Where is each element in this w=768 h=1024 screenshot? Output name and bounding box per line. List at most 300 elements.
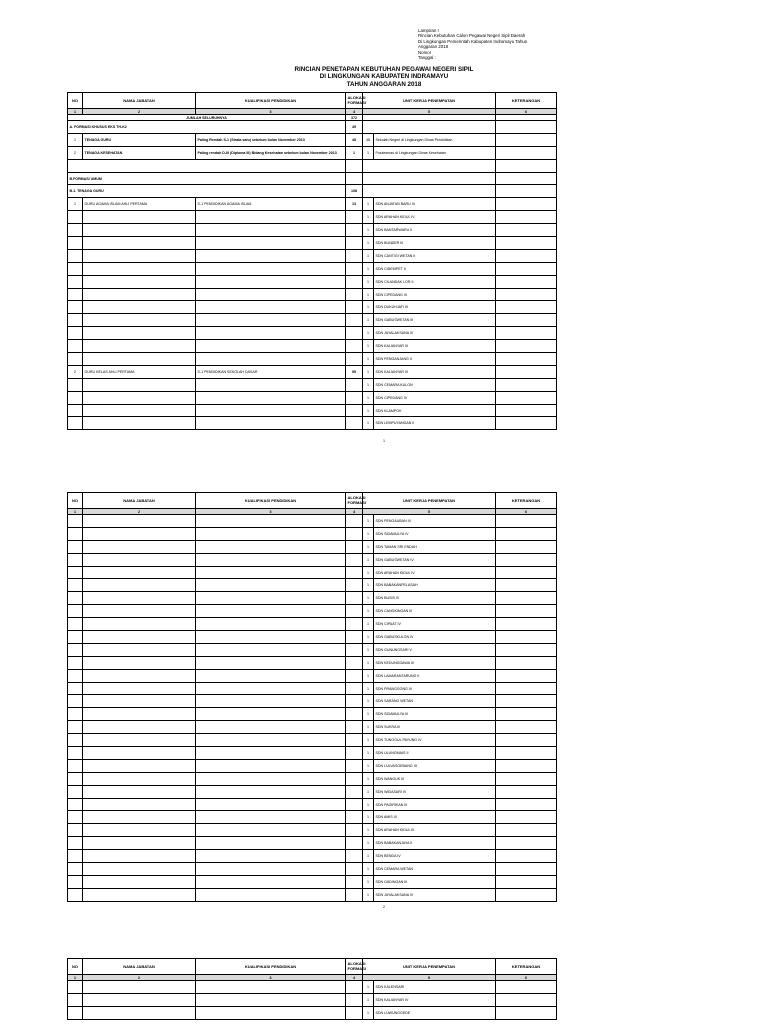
row-qty: 1 [363, 747, 374, 760]
row-unit: SDN ARAHAN KIDUL IV [374, 211, 496, 224]
row-qty: 1 [363, 515, 374, 528]
row-jabatan [83, 811, 196, 824]
table-row [68, 237, 557, 250]
row-jabatan [83, 592, 196, 605]
row-jabatan [83, 863, 196, 876]
row-kualifikasi [196, 721, 346, 734]
row-unit: SDN WANGUK III [374, 772, 496, 785]
row-no [68, 993, 83, 1006]
row-unit: SDN CANTIGI WETAN II [374, 249, 496, 262]
header-unit-kerja: UNIT KERJA PENEMPATAN [363, 93, 496, 109]
title-line-2: DI LINGKUNGAN KABUPATEN INDRAMAYU [319, 73, 449, 81]
row-alokasi [346, 314, 363, 327]
row-keterangan [496, 540, 557, 553]
col-num: 1 [68, 109, 83, 115]
table-row [68, 1006, 557, 1019]
row-unit: SDN GABUSWETAN IV [374, 553, 496, 566]
row-keterangan [496, 656, 557, 669]
row-no: 1 [68, 133, 83, 146]
row-qty: 1 [363, 592, 374, 605]
row-no: 2 [68, 146, 83, 159]
row-unit: SDN ARAHAN KIDUL III [374, 824, 496, 837]
row-no [68, 981, 83, 994]
row-jabatan [83, 275, 196, 288]
row-no [68, 288, 83, 301]
row-qty: 1 [363, 772, 374, 785]
row-jabatan [83, 888, 196, 901]
row-no [68, 747, 83, 760]
row-keterangan [496, 631, 557, 644]
table-row [68, 249, 557, 262]
row-qty: 1 [363, 811, 374, 824]
table-row [68, 875, 557, 888]
row-qty: 1 [363, 824, 374, 837]
row-kualifikasi [196, 605, 346, 618]
row-jabatan [83, 417, 196, 430]
annex-line: Di Lingkungan Pemerintah Kabupaten Indramayu Tahun [418, 38, 528, 44]
col-num: 1 [68, 509, 83, 515]
row-unit: SDN KEDUNGDAWA III [374, 656, 496, 669]
table-row [68, 224, 557, 237]
row-alokasi [346, 275, 363, 288]
section-row [68, 185, 557, 198]
header-unit-kerja: UNIT KERJA PENEMPATAN [363, 493, 496, 509]
row-alokasi [346, 669, 363, 682]
table-header-row [68, 959, 557, 975]
row-keterangan [496, 365, 557, 378]
row-alokasi [346, 515, 363, 528]
table-row [68, 798, 557, 811]
row-kualifikasi [196, 224, 346, 237]
row-unit: SDN BUNDER III [374, 237, 496, 250]
header-no: NO [68, 93, 83, 109]
table-row [68, 734, 557, 747]
row-alokasi [346, 631, 363, 644]
row-qty: 1 [363, 579, 374, 592]
row-jabatan [83, 850, 196, 863]
row-keterangan [496, 863, 557, 876]
row-jabatan [83, 605, 196, 618]
row-no [68, 695, 83, 708]
row-kualifikasi [196, 669, 346, 682]
row-unit: SDN BANTARWARU II [374, 224, 496, 237]
row-alokasi [346, 224, 363, 237]
table-row [68, 708, 557, 721]
col-num: 3 [196, 509, 346, 515]
table-row [68, 211, 557, 224]
row-alokasi [346, 708, 363, 721]
table-row [68, 327, 557, 340]
row-jabatan [83, 695, 196, 708]
row-no [68, 224, 83, 237]
row-jabatan: GURU AGAMA ISLAM AHLI PERTAMA [83, 198, 196, 211]
row-alokasi [346, 327, 363, 340]
row-kualifikasi [196, 618, 346, 631]
row-qty: 1 [363, 708, 374, 721]
row-qty: 1 [363, 566, 374, 579]
table-row [68, 365, 557, 378]
table-row [68, 837, 557, 850]
row-keterangan [496, 888, 557, 901]
row-no [68, 1006, 83, 1019]
row-keterangan [496, 262, 557, 275]
row-jabatan [83, 656, 196, 669]
header-alokasi: ALOKASI FORMASI [346, 93, 363, 109]
row-no [68, 579, 83, 592]
section-row [68, 121, 557, 134]
row-jabatan [83, 734, 196, 747]
col-num: 1 [68, 975, 83, 981]
row-keterangan [496, 224, 557, 237]
table-row [68, 404, 557, 417]
row-kualifikasi [196, 772, 346, 785]
formation-table-page-3 [67, 958, 557, 1020]
row-alokasi [346, 850, 363, 863]
row-alokasi [346, 863, 363, 876]
row-unit: SDN KALIANYAR III [374, 365, 496, 378]
row-qty: 1 [363, 734, 374, 747]
row-alokasi [346, 378, 363, 391]
row-unit: SDN KALIANYAR III [374, 340, 496, 353]
row-unit: SDN KALENSARI [374, 981, 496, 994]
row-kualifikasi [196, 785, 346, 798]
row-unit: SDN BUSIS IV [374, 592, 496, 605]
row-alokasi [346, 824, 363, 837]
row-unit: SDN CANGKINGAN III [374, 605, 496, 618]
row-no [68, 566, 83, 579]
row-keterangan [496, 527, 557, 540]
row-unit: SDN SARANG WETAN [374, 695, 496, 708]
col-num: 4 [346, 109, 363, 115]
header-nama-jabatan: NAMA JABATAN [83, 493, 196, 509]
row-no [68, 669, 83, 682]
row-keterangan [496, 605, 557, 618]
table-row [68, 579, 557, 592]
row-alokasi [346, 618, 363, 631]
row-alokasi [346, 772, 363, 785]
row-unit: SDN PRANGGONG III [374, 682, 496, 695]
row-jabatan [83, 378, 196, 391]
row-no [68, 327, 83, 340]
row-no [68, 275, 83, 288]
row-jabatan [83, 875, 196, 888]
row-qty: 1 [363, 353, 374, 366]
row-no [68, 249, 83, 262]
row-unit: SDN GUNUNGSARI V [374, 643, 496, 656]
table-row [68, 863, 557, 876]
table-header-row [68, 93, 557, 109]
row-qty: 1 [363, 224, 374, 237]
row-no [68, 888, 83, 901]
row-qty: 1 [363, 631, 374, 644]
row-kualifikasi [196, 643, 346, 656]
row-no [68, 211, 83, 224]
row-kualifikasi [196, 837, 346, 850]
row-unit: SDN ANJATAN BARU III [374, 198, 496, 211]
row-keterangan [496, 721, 557, 734]
row-kualifikasi: Paling rendah D-III (Diploma III) Bidang Kesehatan sebelum bulan November 2013 [196, 146, 346, 159]
row-no [68, 863, 83, 876]
row-jabatan [83, 618, 196, 631]
document-title [150, 66, 618, 88]
row-keterangan [496, 837, 557, 850]
row-alokasi: 95 [346, 365, 363, 378]
row-qty: 1 [363, 798, 374, 811]
row-alokasi [346, 993, 363, 1006]
row-kualifikasi [196, 527, 346, 540]
row-jabatan [83, 566, 196, 579]
row-keterangan [496, 1006, 557, 1019]
row-kualifikasi [196, 863, 346, 876]
row-no [68, 515, 83, 528]
row-kualifikasi [196, 631, 346, 644]
total-value: 372 [346, 115, 363, 121]
row-unit: SDN LAMARANTARUNG II [374, 669, 496, 682]
row-qty: 1 [363, 605, 374, 618]
table-row [68, 772, 557, 785]
row-jabatan [83, 669, 196, 682]
row-alokasi [346, 643, 363, 656]
row-unit: SDN KALIANYAR IV [374, 993, 496, 1006]
row-qty: 1 [363, 850, 374, 863]
col-num: 2 [83, 509, 196, 515]
row-qty: 1 [363, 404, 374, 417]
row-jabatan [83, 824, 196, 837]
row-alokasi [346, 417, 363, 430]
row-no [68, 540, 83, 553]
table-row [68, 417, 557, 430]
row-qty: 1 [363, 146, 374, 159]
formation-table-page-2 [67, 492, 557, 902]
row-unit: SDN CILANDAK LOR II [374, 275, 496, 288]
row-keterangan [496, 643, 557, 656]
row-qty: 1 [363, 378, 374, 391]
row-no [68, 301, 83, 314]
row-no [68, 340, 83, 353]
row-keterangan [496, 553, 557, 566]
row-no [68, 553, 83, 566]
row-jabatan: GURU KELAS AHLI PERTAMA [83, 365, 196, 378]
row-no [68, 404, 83, 417]
row-kualifikasi [196, 237, 346, 250]
row-keterangan [496, 275, 557, 288]
row-no [68, 682, 83, 695]
section-b1-label: B.1. TENAGA GURU [68, 185, 346, 198]
header-kualifikasi: KUALIFIKASI PENDIDIKAN [196, 959, 346, 975]
row-unit: SDN AMIS III [374, 811, 496, 824]
annex-line: Anggaran 2018 [418, 44, 449, 50]
row-alokasi [346, 237, 363, 250]
table-row [68, 824, 557, 837]
row-keterangan [496, 669, 557, 682]
row-no [68, 417, 83, 430]
row-jabatan [83, 759, 196, 772]
row-unit: SDN LUWUNGGEDE [374, 1006, 496, 1019]
row-no [68, 837, 83, 850]
row-unit: SDN KLAMPOK [374, 404, 496, 417]
row-jabatan [83, 327, 196, 340]
table-row [68, 262, 557, 275]
row-keterangan [496, 249, 557, 262]
col-num: 5 [363, 509, 496, 515]
col-num: 2 [83, 975, 196, 981]
row-kualifikasi [196, 981, 346, 994]
row-jabatan [83, 211, 196, 224]
col-num: 6 [496, 509, 557, 515]
row-unit: SDN LEMPUYANGAN II [374, 417, 496, 430]
row-qty: 1 [363, 553, 374, 566]
table-row [68, 527, 557, 540]
row-jabatan [83, 579, 196, 592]
table-row [68, 785, 557, 798]
row-jabatan [83, 515, 196, 528]
row-qty: 1 [363, 669, 374, 682]
row-qty: 1 [363, 643, 374, 656]
row-kualifikasi [196, 353, 346, 366]
row-alokasi [346, 798, 363, 811]
row-qty: 48 [363, 133, 374, 146]
row-no: 2 [68, 365, 83, 378]
table-row [68, 540, 557, 553]
row-no [68, 262, 83, 275]
header-unit-kerja: UNIT KERJA PENEMPATAN [363, 959, 496, 975]
row-alokasi [346, 249, 363, 262]
table-row [68, 656, 557, 669]
row-unit: SDN GADINGAN III [374, 875, 496, 888]
row-kualifikasi [196, 553, 346, 566]
row-jabatan [83, 249, 196, 262]
row-alokasi [346, 981, 363, 994]
table-row [68, 747, 557, 760]
row-unit: SDN JAYALAKSANA III [374, 327, 496, 340]
row-kualifikasi [196, 566, 346, 579]
table-row [68, 850, 557, 863]
header-keterangan: KETERANGAN [496, 959, 557, 975]
row-kualifikasi [196, 708, 346, 721]
row-unit: SDN PENGANJANG II [374, 353, 496, 366]
row-unit: SDN SUKRA III [374, 721, 496, 734]
table-row [68, 340, 557, 353]
table-row [68, 605, 557, 618]
row-alokasi [346, 1006, 363, 1019]
row-no [68, 618, 83, 631]
row-keterangan [496, 515, 557, 528]
annex-note [418, 28, 568, 60]
row-jabatan [83, 747, 196, 760]
row-no [68, 391, 83, 404]
table-row [68, 721, 557, 734]
row-qty: 1 [363, 365, 374, 378]
row-no [68, 378, 83, 391]
title-line-3: TAHUN ANGGARAN 2018 [346, 80, 422, 88]
page-number: 2 [383, 905, 385, 909]
row-keterangan [496, 759, 557, 772]
row-alokasi: 48 [346, 133, 363, 146]
row-qty: 1 [363, 981, 374, 994]
row-keterangan [496, 747, 557, 760]
row-alokasi [346, 579, 363, 592]
row-qty: 1 [363, 211, 374, 224]
row-qty: 1 [363, 527, 374, 540]
table-row [68, 275, 557, 288]
row-keterangan [496, 993, 557, 1006]
table-row [68, 146, 557, 159]
section-a-label: A. FORMASI KHUSUS EKS TH-K2 [68, 121, 346, 134]
row-kualifikasi [196, 993, 346, 1006]
row-kualifikasi [196, 850, 346, 863]
row-no [68, 721, 83, 734]
row-alokasi [346, 888, 363, 901]
row-qty: 1 [363, 993, 374, 1006]
blank-row [68, 159, 557, 172]
row-jabatan [83, 404, 196, 417]
row-alokasi [346, 262, 363, 275]
row-no [68, 811, 83, 824]
row-jabatan [83, 288, 196, 301]
row-qty: 1 [363, 682, 374, 695]
row-keterangan [496, 850, 557, 863]
row-alokasi [346, 747, 363, 760]
guru-kelas-rows [68, 365, 557, 429]
row-qty: 1 [363, 288, 374, 301]
table-row [68, 695, 557, 708]
row-kualifikasi [196, 249, 346, 262]
row-keterangan [496, 682, 557, 695]
row-jabatan [83, 237, 196, 250]
row-alokasi [346, 553, 363, 566]
row-kualifikasi [196, 1006, 346, 1019]
header-kualifikasi: KUALIFIKASI PENDIDIKAN [196, 493, 346, 509]
row-keterangan [496, 198, 557, 211]
row-jabatan: TENAGA GURU [83, 133, 196, 146]
row-qty: 1 [363, 759, 374, 772]
row-jabatan [83, 262, 196, 275]
row-no [68, 605, 83, 618]
row-jabatan [83, 772, 196, 785]
row-keterangan [496, 378, 557, 391]
row-unit: SDN CIPEDANG IV [374, 391, 496, 404]
row-unit: SDN DUKUHJATI III [374, 301, 496, 314]
col-num: 6 [496, 975, 557, 981]
table-row [68, 981, 557, 994]
row-kualifikasi [196, 211, 346, 224]
row-keterangan [496, 981, 557, 994]
row-keterangan [496, 695, 557, 708]
row-jabatan [83, 708, 196, 721]
row-alokasi [346, 734, 363, 747]
table-header-row [68, 493, 557, 509]
row-kualifikasi [196, 301, 346, 314]
row-unit: SDN ARAHAN KIDUL IV [374, 566, 496, 579]
row-kualifikasi: S-1 PENDIDIKAN AGAMA ISLAM [196, 198, 346, 211]
table-row [68, 993, 557, 1006]
row-kualifikasi [196, 540, 346, 553]
annex-line: Nomor [418, 49, 432, 55]
page-number: 1 [383, 439, 385, 443]
row-unit: SDN BABAKANJAYA II [374, 837, 496, 850]
page-2-rows [68, 515, 557, 902]
row-alokasi: 1 [346, 146, 363, 159]
col-num: 2 [83, 109, 196, 115]
row-no [68, 237, 83, 250]
row-kualifikasi [196, 747, 346, 760]
table-row [68, 669, 557, 682]
header-keterangan: KETERANGAN [496, 93, 557, 109]
row-qty: 1 [363, 327, 374, 340]
row-kualifikasi [196, 592, 346, 605]
header-no: NO [68, 959, 83, 975]
row-alokasi [346, 785, 363, 798]
